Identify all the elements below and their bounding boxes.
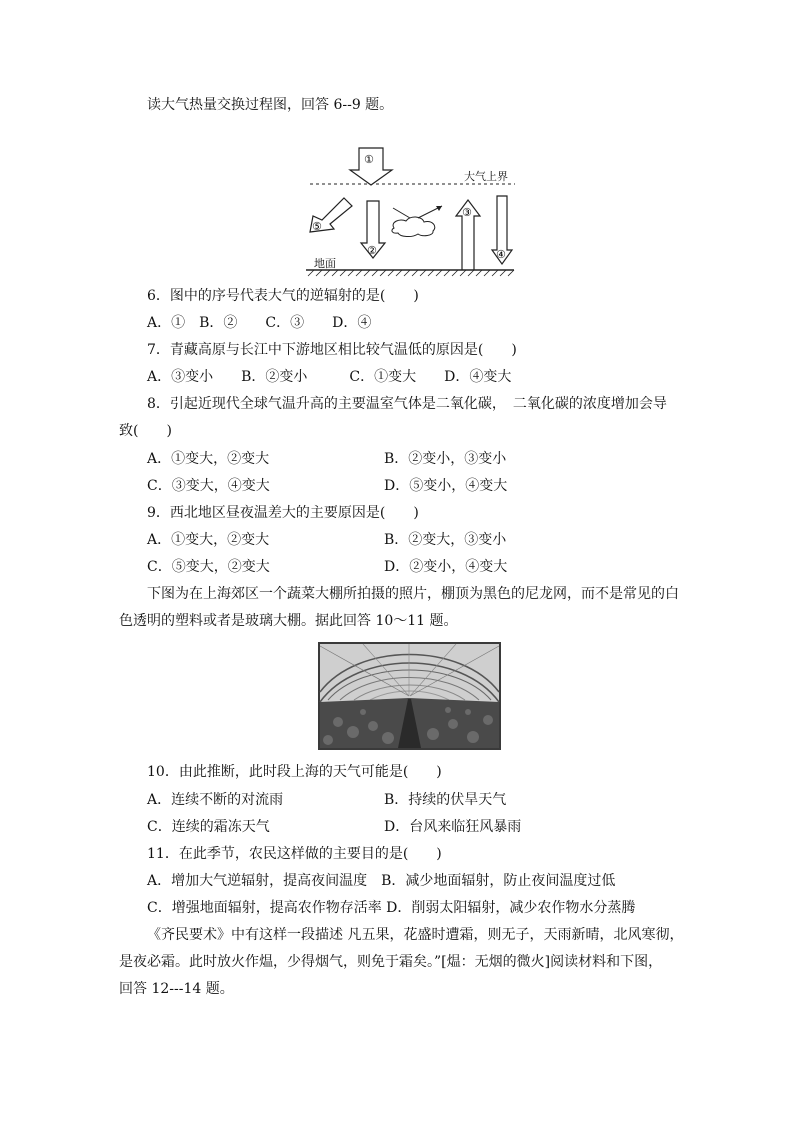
q11-stem: 11．在此季节，农民这样做的主要目的是( )	[147, 846, 442, 862]
q10-option-a: A．连续不断的对流雨	[147, 792, 284, 808]
q8-option-c: C．③变大，④变大	[147, 478, 270, 494]
q10-option-d: D．台风来临狂风暴雨	[384, 819, 522, 835]
ground-hatching	[308, 270, 514, 276]
intro-10-11-line1: 下图为在上海郊区一个蔬菜大棚所拍摄的照片，棚顶为黑色的尼龙网，而不是常见的白	[147, 586, 679, 602]
cloud-icon	[392, 217, 435, 237]
q10-option-c: C．连续的霜冻天气	[147, 819, 270, 835]
label-atmosphere-top: 大气上界	[464, 170, 508, 183]
q8-stem-line2: 致( )	[119, 423, 172, 439]
q9-option-b: B．②变大，③变小	[384, 532, 507, 548]
intro-12-14-line3: 回答 12---14 题。	[119, 981, 234, 997]
q10-stem: 10．由此推断，此时段上海的天气可能是( )	[147, 764, 442, 780]
q9-option-c: C．⑤变大，②变大	[147, 559, 270, 575]
intro-12-14-line2: 是夜必霜。此时放火作煴，少得烟气，则免于霜矣。”[煴：无烟的微火]阅读材料和下图，	[119, 954, 663, 970]
q10-option-b: B．持续的伏旱天气	[384, 792, 507, 808]
q8-option-a: A．①变大，②变大	[147, 451, 270, 467]
intro-10-11-line2: 色透明的塑料或者是玻璃大棚。据此回答 10～11 题。	[119, 613, 458, 629]
q8-option-b: B．②变小，③变小	[384, 451, 507, 467]
cloud-arrow-in	[393, 208, 410, 218]
label-ground: 地面	[314, 257, 336, 270]
num-2: ②	[367, 244, 377, 257]
q8-option-d: D．⑤变小，④变大	[384, 478, 508, 494]
q9-option-d: D．②变小，④变大	[384, 559, 508, 575]
q7-stem: 7．青藏高原与长江中下游地区相比较气温低的原因是( )	[147, 342, 517, 358]
num-1: ①	[364, 153, 374, 166]
greenhouse-photo	[318, 642, 501, 750]
q11-options-cd: C．增强地面辐射，提高农作物存活率 D．削弱太阳辐射，减少农作物水分蒸腾	[147, 900, 636, 916]
num-5: ⑤	[312, 220, 322, 233]
intro-6-9: 读大气热量交换过程图，回答 6--9 题。	[147, 97, 394, 113]
intro-12-14-line1: 《齐民要术》中有这样一段描述 凡五果，花盛时遭霜，则无子，天雨新晴，北风寒彻，	[147, 927, 684, 943]
q11-options-ab: A．增加大气逆辐射，提高夜间温度 B．减少地面辐射，防止夜间温度过低	[147, 873, 616, 889]
q6-stem: 6．图中的序号代表大气的逆辐射的是( )	[147, 288, 419, 304]
heat-exchange-diagram	[300, 138, 522, 278]
q7-options: A．③变小 B．②变小 C．①变大 D．④变大	[147, 369, 512, 385]
q9-option-a: A．①变大，②变大	[147, 532, 270, 548]
num-3: ③	[462, 206, 472, 219]
q9-stem: 9．西北地区昼夜温差大的主要原因是( )	[147, 505, 419, 521]
q6-options: A．① B．② C．③ D．④	[147, 315, 372, 331]
num-4: ④	[496, 248, 506, 261]
q8-stem-line1: 8．引起近现代全球气温升高的主要温室气体是二氧化碳， 二氧化碳的浓度增加会导	[147, 396, 667, 412]
